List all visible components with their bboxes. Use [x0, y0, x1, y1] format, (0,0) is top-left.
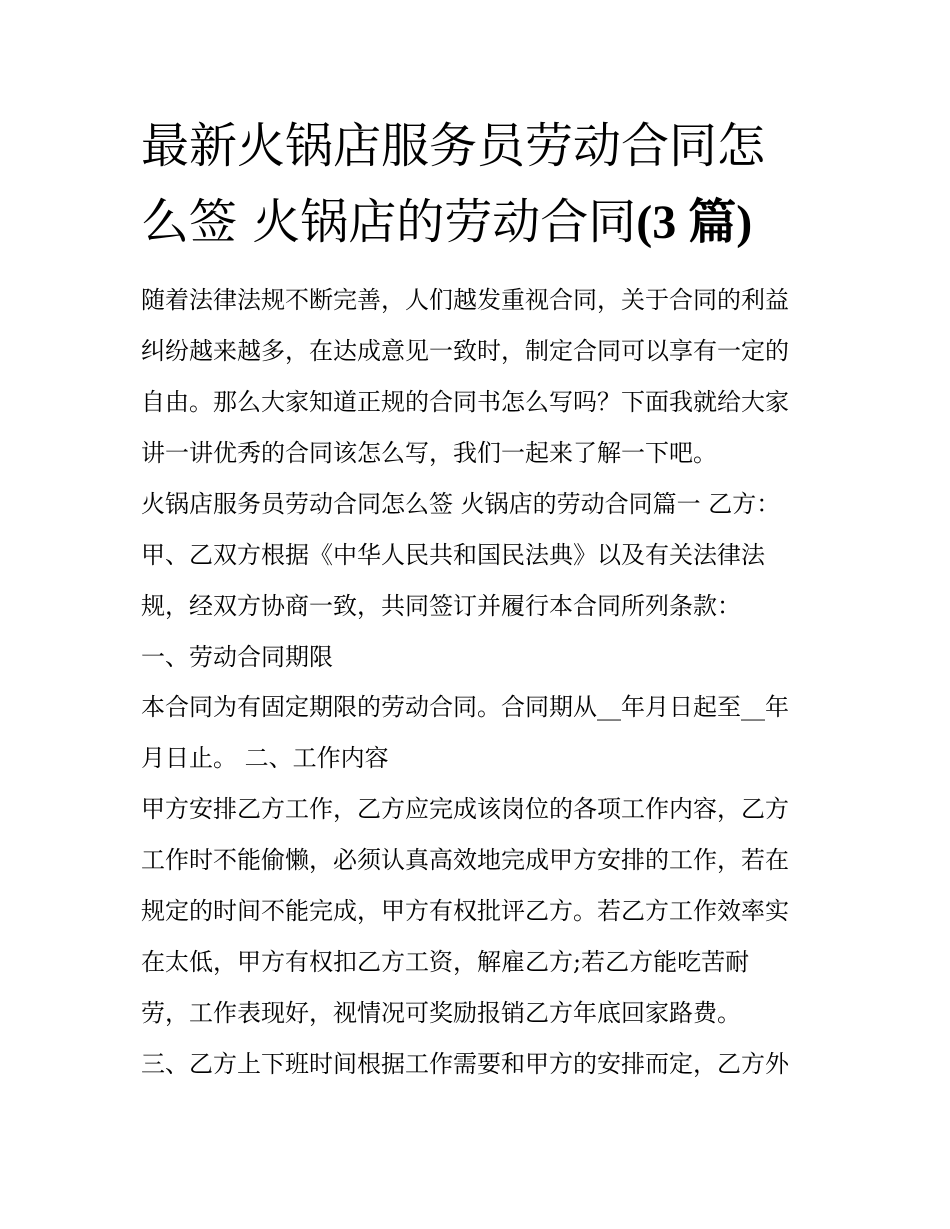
paragraph-line: 本合同为有固定期限的劳动合同。合同期从__年月日起至__年: [141, 693, 789, 721]
paragraph-line: 月日止。 二、工作内容: [141, 744, 389, 772]
paragraph-line: 随着法律法规不断完善，人们越发重视合同，关于合同的利益: [141, 286, 789, 314]
paragraph-line: 甲方安排乙方工作，乙方应完成该岗位的各项工作内容，乙方: [141, 795, 789, 823]
paragraph-line: 自由。那么大家知道正规的合同书怎么写吗？下面我就给大家: [141, 388, 789, 416]
paragraph-line: 火锅店服务员劳动合同怎么签 火锅店的劳动合同篇一 乙方：: [141, 490, 781, 518]
paragraph-line: 劳，工作表现好，视情况可奖励报销乙方年底回家路费。: [141, 999, 741, 1027]
paragraph-line: 纠纷越来越多，在达成意见一致时，制定合同可以享有一定的: [141, 337, 789, 365]
title-volume-count: (3 篇): [636, 196, 753, 249]
document-title-line-1: 最新火锅店服务员劳动合同怎: [141, 118, 766, 174]
paragraph-line: 工作时不能偷懒，必须认真高效地完成甲方安排的工作，若在: [141, 846, 789, 874]
paragraph-line: 三、乙方上下班时间根据工作需要和甲方的安排而定，乙方外: [141, 1050, 789, 1078]
paragraph-line: 讲一讲优秀的合同该怎么写，我们一起来了解一下吧。: [141, 439, 717, 467]
paragraph-line: 甲、乙双方根据《中华人民共和国民法典》以及有关法律法: [141, 541, 765, 569]
document-title-line-2: 么签 火锅店的劳动合同(3 篇): [141, 194, 753, 250]
paragraph-line: 规定的时间不能完成，甲方有权批评乙方。若乙方工作效率实: [141, 897, 789, 925]
paragraph-line: 在太低，甲方有权扣乙方工资，解雇乙方;若乙方能吃苦耐: [141, 948, 750, 976]
paragraph-line: 规，经双方协商一致，共同签订并履行本合同所列条款：: [141, 592, 741, 620]
section-heading: 一、劳动合同期限: [141, 643, 333, 671]
